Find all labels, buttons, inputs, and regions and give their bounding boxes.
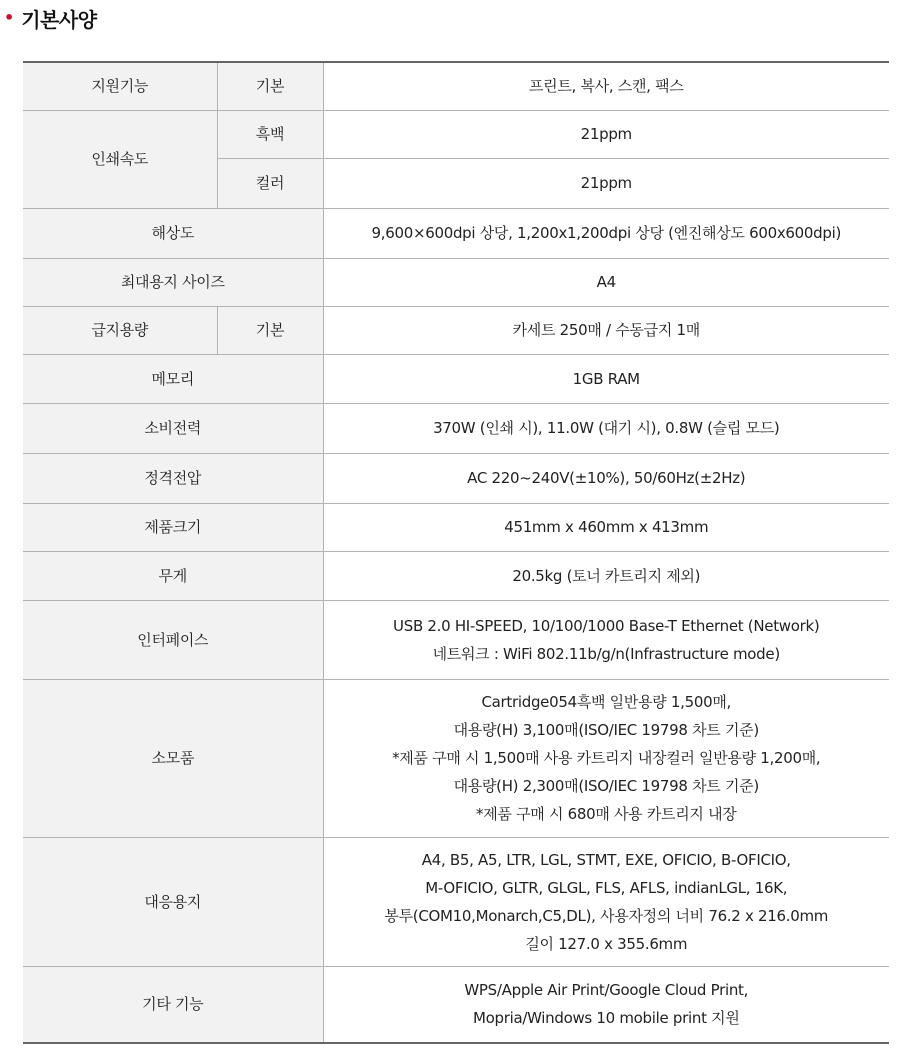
row-value xyxy=(323,837,889,966)
row-value: AC 220~240V(±10%), 50/60Hz(±2Hz) xyxy=(323,453,889,503)
row-label: 정격전압 xyxy=(23,453,323,503)
row-label: 소비전력 xyxy=(23,403,323,453)
row-label: 인터페이스 xyxy=(23,600,323,679)
table-row xyxy=(23,453,889,503)
value-line: Mopria/Windows 10 mobile print 지원 xyxy=(472,1009,740,1028)
table-row xyxy=(23,306,889,354)
row-label: 해상도 xyxy=(23,208,323,258)
table-row xyxy=(23,679,889,837)
row-value: 9,600×600dpi 상당, 1,200x1,200dpi 상당 (엔진해상도 600x600dpi) xyxy=(323,208,889,258)
row-value: 카세트 250매 / 수동급지 1매 xyxy=(323,306,889,354)
value-line: 길이 127.0 x 355.6mm xyxy=(525,934,688,953)
row-value: 1GB RAM xyxy=(323,354,889,403)
table-row xyxy=(23,208,889,258)
row-label: 지원기능 xyxy=(23,62,217,110)
section-heading xyxy=(4,2,97,34)
section-title: 기본사양 xyxy=(21,7,97,32)
table-row xyxy=(23,258,889,306)
value-line: Cartridge054흑백 일반용량 1,500매, xyxy=(481,693,732,711)
table-row xyxy=(23,600,889,679)
row-sublabel: 흑백 xyxy=(217,110,323,158)
row-label: 인쇄속도 xyxy=(23,110,217,208)
value-line: 대용량(H) 2,300매(ISO/IEC 19798 차트 기준) xyxy=(453,777,759,795)
row-label: 메모리 xyxy=(23,354,323,403)
table-row xyxy=(23,551,889,600)
row-value: 451mm x 460mm x 413mm xyxy=(323,503,889,551)
table-row xyxy=(23,503,889,551)
table-row xyxy=(23,62,889,110)
value-line: WPS/Apple Air Print/Google Cloud Print, xyxy=(464,981,749,1000)
row-value: 프린트, 복사, 스캔, 팩스 xyxy=(323,62,889,110)
row-value xyxy=(323,966,889,1043)
row-label: 무게 xyxy=(23,551,323,600)
row-value: 21ppm xyxy=(323,110,889,158)
row-sublabel: 기본 xyxy=(217,306,323,354)
row-value xyxy=(323,679,889,837)
table-row xyxy=(23,110,889,158)
row-value: A4 xyxy=(323,258,889,306)
value-line: 네트워크 : WiFi 802.11b/g/n(Infrastructure mode) xyxy=(432,644,780,663)
row-value: 21ppm xyxy=(323,158,889,208)
row-label: 제품크기 xyxy=(23,503,323,551)
spec-table xyxy=(23,61,889,1044)
value-line: *제품 구매 시 680매 사용 카트리지 내장 xyxy=(476,805,737,823)
row-label: 최대용지 사이즈 xyxy=(23,258,323,306)
table-row xyxy=(23,354,889,403)
value-line: *제품 구매 시 1,500매 사용 카트리지 내장컬러 일반용량 1,200매, xyxy=(392,749,821,767)
bullet-icon: • xyxy=(4,8,15,27)
table-row xyxy=(23,966,889,1043)
row-label: 대응용지 xyxy=(23,837,323,966)
value-line: 대용량(H) 3,100매(ISO/IEC 19798 차트 기준) xyxy=(453,721,759,739)
row-sublabel: 기본 xyxy=(217,62,323,110)
table-row xyxy=(23,403,889,453)
row-value xyxy=(323,600,889,679)
value-line: 봉투(COM10,Monarch,C5,DL), 사용자정의 너비 76.2 x 216.0mm xyxy=(384,906,829,925)
value-line: M-OFICIO, GLTR, GLGL, FLS, AFLS, indianLGL, 16K, xyxy=(425,878,788,897)
value-line: USB 2.0 HI-SPEED, 10/100/1000 Base-T Ethernet (Network) xyxy=(393,616,820,635)
row-label: 소모품 xyxy=(23,679,323,837)
table-row xyxy=(23,837,889,966)
value-line: A4, B5, A5, LTR, LGL, STMT, EXE, OFICIO, B-OFICIO, xyxy=(421,850,791,869)
row-sublabel: 컬러 xyxy=(217,158,323,208)
row-label: 급지용량 xyxy=(23,306,217,354)
row-label: 기타 기능 xyxy=(23,966,323,1043)
row-value: 370W (인쇄 시), 11.0W (대기 시), 0.8W (슬립 모드) xyxy=(323,403,889,453)
row-value: 20.5kg (토너 카트리지 제외) xyxy=(323,551,889,600)
